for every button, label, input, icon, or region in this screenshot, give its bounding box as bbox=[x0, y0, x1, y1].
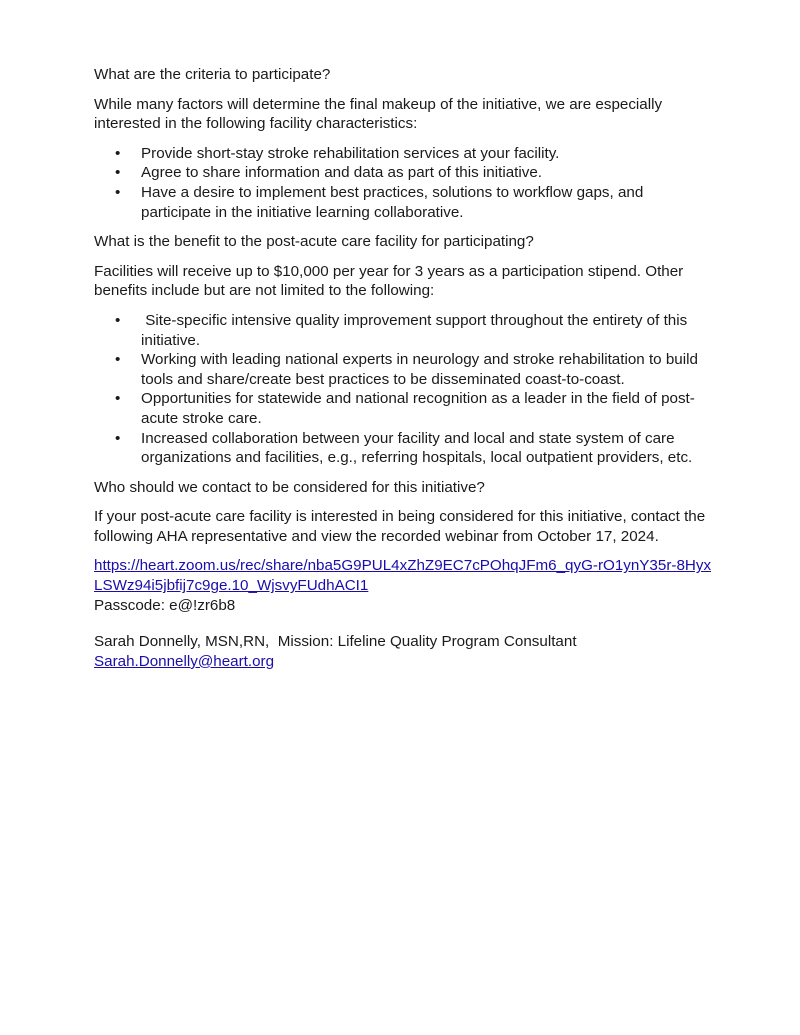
benefit-list bbox=[94, 311, 714, 468]
benefit-intro: Facilities will receive up to $10,000 per year for 3 years as a participation stipend. Other benefits include but are not limited to the following: bbox=[94, 262, 684, 300]
criteria-list bbox=[94, 144, 714, 222]
webinar-block bbox=[94, 556, 714, 615]
list-item bbox=[94, 183, 714, 222]
spacer bbox=[94, 615, 714, 632]
list-item bbox=[94, 163, 714, 183]
criteria-intro: While many factors will determine the final makeup of the initiative, we are especially interested in the following facility characteristics: bbox=[94, 95, 663, 133]
list-item-text: Have a desire to implement best practices, solutions to workflow gaps, and participate in the initiative learning collaborative. bbox=[141, 183, 644, 221]
list-item bbox=[94, 389, 714, 428]
contact-heading: Who should we contact to be considered for this initiative? bbox=[94, 478, 485, 496]
passcode-text: Passcode: e@!zr6b8 bbox=[94, 596, 236, 614]
list-item bbox=[94, 144, 714, 164]
bullet-icon: • bbox=[115, 164, 121, 182]
webinar-link[interactable]: https://heart.zoom.us/rec/share/nba5G9PUL4xZhZ9EC7cPOhqJFm6_qyG-rO1ynY35r-8HyxLSWz94i5jbfij7c9ge.10_WjsvyFUdhACI1 bbox=[94, 557, 712, 595]
list-item-text: Increased collaboration between your facility and local and state system of care organizations and facilities, e.g., referring hospitals, local outpatient providers, etc. bbox=[141, 429, 693, 467]
list-item-text: Opportunities for statewide and national recognition as a leader in the field of post-acute stroke care. bbox=[141, 390, 695, 427]
list-item-text: Site-specific intensive quality improvement support throughout the entirety of this initiative. bbox=[141, 311, 692, 349]
bullet-icon: • bbox=[115, 144, 121, 162]
document-page bbox=[94, 65, 714, 671]
list-item-text: Provide short-stay stroke rehabilitation services at your facility. bbox=[141, 144, 560, 162]
bullet-icon: • bbox=[115, 311, 121, 329]
contact-block bbox=[94, 632, 714, 671]
bullet-icon: • bbox=[115, 429, 121, 447]
list-item-text: Working with leading national experts in neurology and stroke rehabilitation to build tools and share/create best practices to be disseminated coast-to-coast. bbox=[141, 351, 698, 388]
contact-name: Sarah Donnelly, MSN,RN, Mission: Lifeline Quality Program Consultant bbox=[94, 633, 577, 651]
list-item bbox=[94, 350, 714, 389]
list-item bbox=[94, 311, 714, 350]
contact-email-link[interactable]: Sarah.Donnelly@heart.org bbox=[94, 652, 275, 670]
bullet-icon: • bbox=[115, 351, 121, 369]
bullet-icon: • bbox=[115, 183, 121, 201]
criteria-heading: What are the criteria to participate? bbox=[94, 66, 331, 83]
bullet-icon: • bbox=[115, 390, 121, 408]
list-item-text: Agree to share information and data as part of this initiative. bbox=[141, 164, 543, 182]
contact-intro: If your post-acute care facility is interested in being considered for this initiative, contact the following AHA representative and view the recorded webinar from October 17, 2024. bbox=[94, 508, 706, 545]
list-item bbox=[94, 429, 714, 468]
benefit-heading: What is the benefit to the post-acute care facility for participating? bbox=[94, 233, 534, 251]
